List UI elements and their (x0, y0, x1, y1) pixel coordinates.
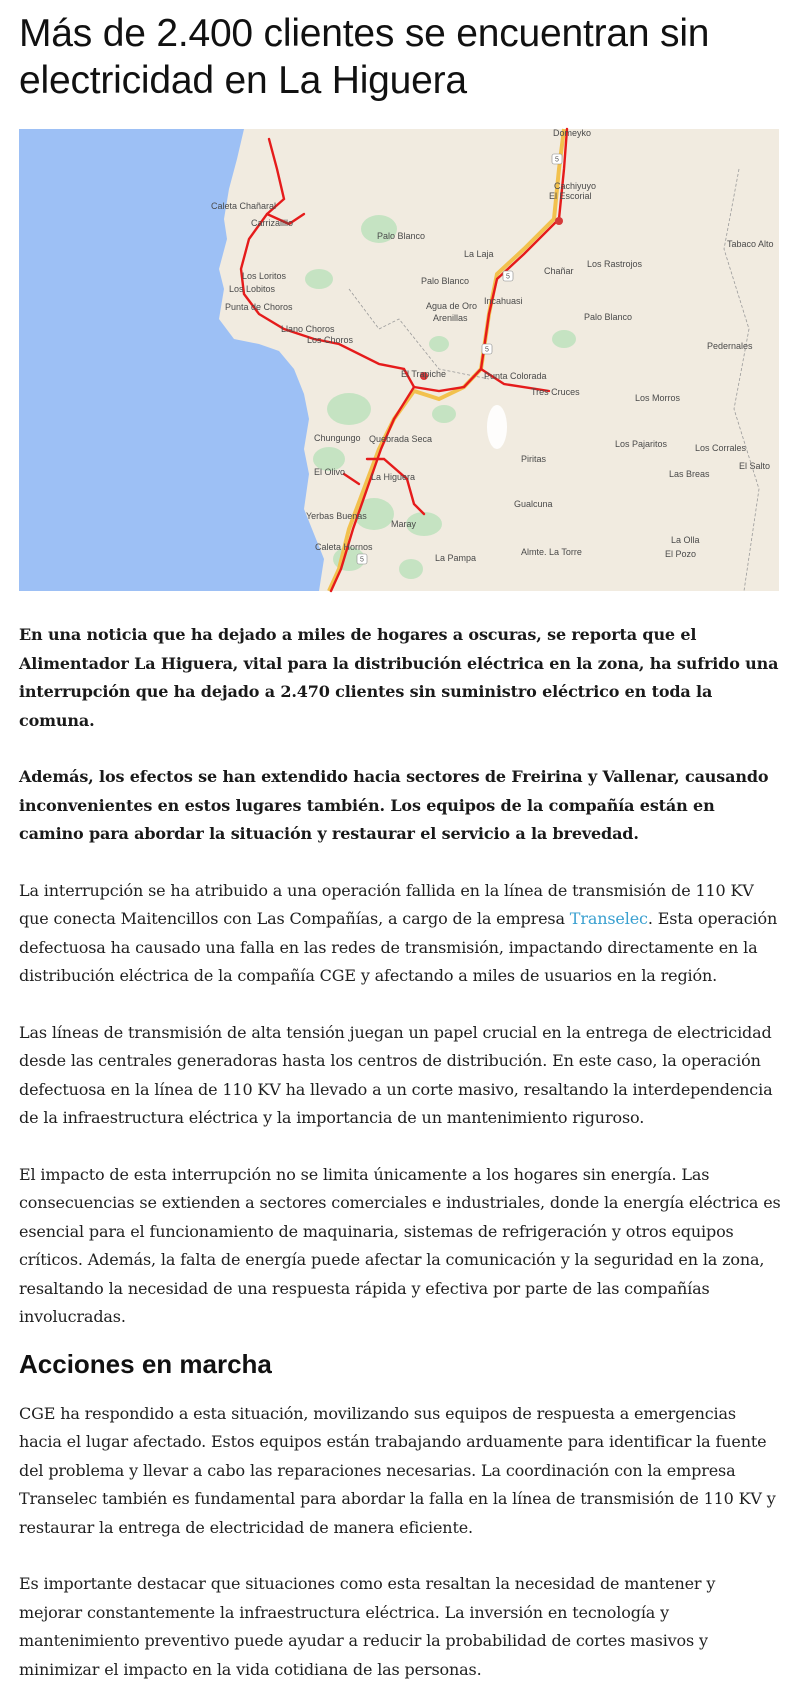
map-label: El Escorial (549, 191, 592, 201)
map-label: Los Loritos (242, 271, 287, 281)
headline: Más de 2.400 clientes se encuentran sin electricidad en La Higuera (19, 12, 710, 102)
map-label: Los Pajaritos (615, 439, 668, 449)
lead-paragraph-2: Además, los efectos se han extendido hacia sectores de Freirina y Vallenar, causando inconvenientes en estos lugares también. Los equipos de la compañía están en camino para abordar la situación y restaurar el servicio a la brevedad. (19, 767, 769, 843)
section-heading: Acciones en marcha (19, 1348, 272, 1379)
map-label: Caleta Hornos (315, 542, 373, 552)
map-label: La Higuera (371, 472, 416, 482)
map-label: Llano Choros (281, 324, 335, 334)
paragraph-4: Las líneas de transmisión de alta tensión juegan un papel crucial en la entrega de electricidad desde las centrales generadoras hasta los centros de distribución. En este caso, la operación defectuosa en la línea de 110 KV ha llevado a un corte masivo, resaltando la interdependencia de la infraestructura eléctrica y la importancia de un mantenimiento riguroso. (19, 1022, 773, 1127)
map-label: Palo Blanco (584, 312, 633, 322)
map-canvas (19, 129, 779, 591)
map-label: Los Rastrojos (587, 259, 643, 269)
map-label: El Olivo (314, 467, 346, 477)
map-label: Domeyko (553, 128, 592, 138)
map-label: Gualcuna (514, 499, 553, 509)
map-label: El Pozo (665, 549, 697, 559)
map-label: La Laja (464, 249, 494, 259)
outage-map[interactable] (19, 129, 779, 591)
paragraph-3-text-start: La interrupción se ha atribuido a una operación fallida en la línea de transmisión de 110 KV que conecta Maitencillos con Las Compañías, a cargo de la empresa (19, 880, 754, 928)
transelec-link[interactable]: Transelec (569, 909, 648, 928)
map-label: Almte. La Torre (521, 547, 582, 557)
map-label: El Salto (739, 461, 771, 471)
map-label: Cachiyuyo (554, 181, 597, 191)
map-label: Punta Colorada (484, 371, 547, 381)
map-label: Piritas (521, 454, 547, 464)
paragraph-7: Es importante destacar que situaciones como esta resaltan la necesidad de mantener y mejorar constantemente la infraestructura eléctrica. La inversión en tecnología y mantenimiento preventivo puede ayudar a reducir la probabilidad de cortes masivos y minimizar el impacto en la vida cotidiana de las personas. (19, 1574, 716, 1679)
map-label: Quebrada Seca (369, 434, 433, 444)
map-lake (487, 405, 507, 449)
map-label: Tabaco Alto (727, 239, 774, 249)
map-label: La Pampa (435, 553, 477, 563)
paragraph-3 (19, 877, 781, 991)
svg-text:5: 5 (555, 156, 559, 164)
map-marker (555, 217, 563, 225)
map-label: Tres Cruces (531, 387, 580, 397)
svg-text:5: 5 (485, 346, 489, 354)
map-label: Incahuasi (484, 296, 523, 306)
paragraph-6: CGE ha respondido a esta situación, movilizando sus equipos de respuesta a emergencias hacia el lugar afectado. Estos equipos están trabajando arduamente para identificar la fuente del problema y llevar a cabo las reparaciones necesarias. La coordinación con la empresa Transelec también es fundamental para abordar la falla en la línea de transmisión de 110 KV y restaurar la entrega de electricidad de manera eficiente. (19, 1403, 776, 1537)
paragraph-3-text-end: . Esta operación defectuosa ha causado una falla en las redes de transmisión, impactando directamente en la distribución eléctrica de la compañía CGE y afectando a miles de usuarios en la región. (19, 909, 778, 985)
map-label: La Olla (671, 535, 700, 545)
map-label: Palo Blanco (377, 231, 426, 241)
map-label: Arenillas (433, 313, 468, 323)
map-label: Carrizalillo (251, 218, 294, 228)
map-label: Los Lobitos (229, 284, 276, 294)
map-label: Chungungo (314, 433, 361, 443)
map-label: Palo Blanco (421, 276, 470, 286)
map-label: El Trapiche (401, 369, 447, 379)
map-label: Maray (391, 519, 417, 529)
map-label: Pedernales (707, 341, 753, 351)
svg-text:5: 5 (506, 273, 510, 281)
paragraph-5: El impacto de esta interrupción no se limita únicamente a los hogares sin energía. Las consecuencias se extienden a sectores comerciales e industriales, donde la energía eléctrica es esencial para el funcionamiento de maquinaria, sistemas de refrigeración y otros equipos críticos. Además, la falta de energía puede afectar la comunicación y la seguridad en la zona, resaltando la necesidad de una respuesta rápida y efectiva por parte de las compañías involucradas. (19, 1164, 781, 1326)
map-label: Los Corrales (695, 443, 747, 453)
article-body (19, 621, 781, 1684)
lead-paragraph-1: En una noticia que ha dejado a miles de hogares a oscuras, se reporta que el Alimentador La Higuera, vital para la distribución eléctrica en la zona, ha sufrido una interrupción que ha dejado a 2.470 clientes sin suministro eléctrico en toda la comuna. (19, 625, 779, 730)
map-label: Los Choros (307, 335, 354, 345)
map-label: Caleta Chañaral (211, 201, 277, 211)
map-label: Punta de Choros (225, 302, 293, 312)
map-label: Los Morros (635, 393, 681, 403)
map-label: Yerbas Buenas (306, 511, 367, 521)
map-label: Las Breas (669, 469, 710, 479)
map-label: Agua de Oro (426, 301, 478, 311)
svg-text:5: 5 (360, 556, 364, 564)
map-label: Chañar (544, 266, 574, 276)
